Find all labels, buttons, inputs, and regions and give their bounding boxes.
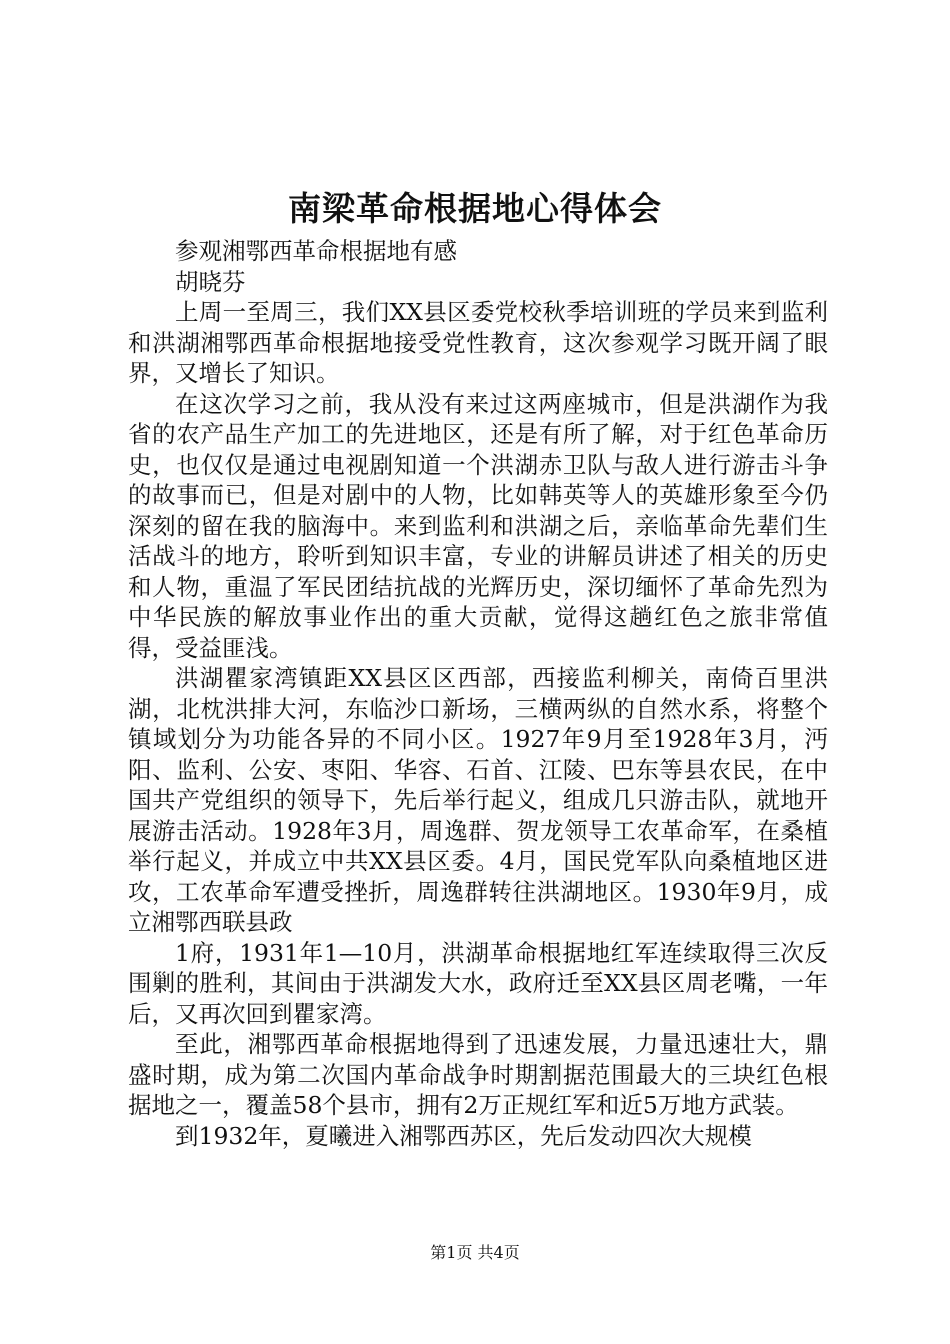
author-paragraph: 胡晓芬 (175, 267, 246, 296)
document-body (128, 236, 828, 1151)
body-paragraph: 上周一至周三，我们XX县区委党校秋季培训班的学员来到监利和洪湖湘鄂西革命根据地接受党性教育，这次参观学习既开阔了眼界，又增长了知识。 (128, 298, 828, 387)
body-paragraph: 1府，1931年1—10月，洪湖革命根据地红军连续取得三次反围剿的胜利，其间由于洪湖发大水，政府迁至XX县区周老嘴，一年后，又再次回到瞿家湾。 (128, 938, 828, 1028)
body-paragraph: 在这次学习之前，我从没有来过这两座城市，但是洪湖作为我省的农产品生产加工的先进地区，还是有所了解，对于红色革命历史，也仅仅是通过电视剧知道一个洪湖赤卫队与敌人进行游击斗争的故事而已，但是对剧中的人物，比如韩英等人的英雄形象至今仍深刻的留在我的脑海中。来到监利和洪湖之后，亲临革命先辈们生活战斗的地方，聆听到知识丰富，专业的讲解员讲述了相关的历史和人物，重温了军民团结抗战的光辉历史，深切缅怀了革命先烈为中华民族的解放事业作出的重大贡献，觉得这趟红色之旅非常值得，受益匪浅。 (128, 389, 828, 662)
document-title: 南梁革命根据地心得体会 (288, 189, 662, 228)
subtitle-paragraph: 参观湘鄂西革命根据地有感 (175, 237, 457, 265)
body-paragraph: 到1932年，夏曦进入湘鄂西苏区，先后发动四次大规模 (175, 1121, 752, 1150)
body-paragraph: 至此，湘鄂西革命根据地得到了迅速发展，力量迅速壮大，鼎盛时期，成为第二次国内革命战争时期割据范围最大的三块红色根据地之一，覆盖58个县市，拥有2万正规红军和近5万地方武装。 (128, 1030, 828, 1119)
page-footer: 第1页 共4页 (430, 1243, 520, 1262)
body-paragraph: 洪湖瞿家湾镇距XX县区区西部，西接监利柳关，南倚百里洪湖，北枕洪排大河，东临沙口新场，三横两纵的自然水系，将整个镇域划分为功能各异的不同小区。1927年9月至1928年3月，沔阳、监利、公安、枣阳、华容、石首、江陵、巴东等县农民，在中国共产党组织的领导下，先后举行起义，组成几只游击队，就地开展游击活动。1928年3月，周逸群、贺龙领导工农革命军，在桑植举行起义，并成立中共XX县区委。4月，国民党军队向桑植地区进攻，工农革命军遭受挫折，周逸群转往洪湖地区。1930年9月，成立湘鄂西联县政 (128, 664, 828, 936)
